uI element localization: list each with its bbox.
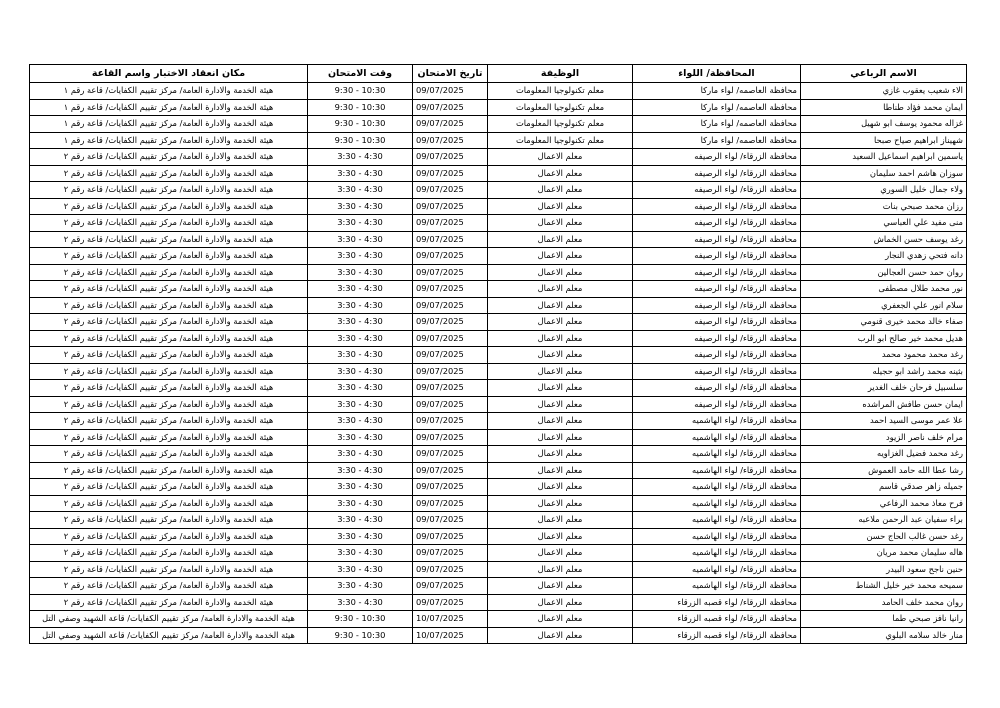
- cell-exam-date: 10/07/2025: [413, 627, 488, 644]
- cell-name: سميحه محمد خير خليل الشناط: [801, 578, 967, 595]
- cell-exam-time: 9:30 - 10:30: [308, 132, 413, 149]
- table-row: [30, 347, 967, 364]
- cell-name: رغد حسن غالب الحاج حسن: [801, 528, 967, 545]
- cell-exam-date: 09/07/2025: [413, 479, 488, 496]
- cell-governorate: محافظة الزرقاء/ لواء الرصيفه: [633, 165, 801, 182]
- cell-exam-time: 9:30 - 10:30: [308, 116, 413, 133]
- cell-name: ايمان حسن طافش المراشده: [801, 396, 967, 413]
- cell-place: هيئة الخدمة والادارة العامة/ مركز تقييم الكفايات/ قاعة رقم ٢: [30, 281, 308, 298]
- cell-exam-date: 09/07/2025: [413, 446, 488, 463]
- cell-name: شهيناز ابراهيم صياح صبحا: [801, 132, 967, 149]
- cell-exam-time: 3:30 - 4:30: [308, 594, 413, 611]
- table-row: [30, 495, 967, 512]
- cell-name: رغد يوسف حسن الخماش: [801, 231, 967, 248]
- table-row: [30, 264, 967, 281]
- cell-exam-time: 3:30 - 4:30: [308, 297, 413, 314]
- cell-exam-date: 09/07/2025: [413, 396, 488, 413]
- cell-job: معلم الاعمال: [488, 182, 633, 199]
- cell-exam-time: 9:30 - 10:30: [308, 99, 413, 116]
- table-row: [30, 462, 967, 479]
- cell-name: الاء شعيب يعقوب غازي: [801, 83, 967, 100]
- cell-job: معلم الاعمال: [488, 479, 633, 496]
- cell-governorate: محافظة الزرقاء/ لواء قصبه الزرقاء: [633, 627, 801, 644]
- cell-name: رغد محمد فضيل الغزاويه: [801, 446, 967, 463]
- table-row: [30, 83, 967, 100]
- table-row: [30, 479, 967, 496]
- cell-job: معلم الاعمال: [488, 495, 633, 512]
- table-row: [30, 165, 967, 182]
- table-row: [30, 182, 967, 199]
- cell-place: هيئة الخدمة والادارة العامة/ مركز تقييم الكفايات/ قاعة رقم ٢: [30, 396, 308, 413]
- table-row: [30, 132, 967, 149]
- cell-job: معلم الاعمال: [488, 380, 633, 397]
- cell-governorate: محافظة الزرقاء/ لواء الهاشميه: [633, 446, 801, 463]
- cell-job: معلم الاعمال: [488, 347, 633, 364]
- cell-exam-time: 3:30 - 4:30: [308, 347, 413, 364]
- cell-place: هيئة الخدمة والادارة العامة/ مركز تقييم الكفايات/ قاعة رقم ٢: [30, 446, 308, 463]
- table-row: [30, 198, 967, 215]
- cell-governorate: محافظة الزرقاء/ لواء الرصيفه: [633, 330, 801, 347]
- cell-job: معلم الاعمال: [488, 248, 633, 265]
- table-row: [30, 413, 967, 430]
- cell-exam-time: 3:30 - 4:30: [308, 479, 413, 496]
- cell-governorate: محافظة الزرقاء/ لواء الهاشميه: [633, 429, 801, 446]
- cell-governorate: محافظة العاصمه/ لواء ماركا: [633, 83, 801, 100]
- cell-governorate: محافظة الزرقاء/ لواء الرصيفه: [633, 347, 801, 364]
- cell-place: هيئة الخدمة والادارة العامة/ مركز تقييم الكفايات/ قاعة رقم ٢: [30, 429, 308, 446]
- table-row: [30, 314, 967, 331]
- cell-name: دانه فتحي زهدي النجار: [801, 248, 967, 265]
- table-row: [30, 297, 967, 314]
- cell-place: هيئة الخدمة والادارة العامة/ مركز تقييم الكفايات/ قاعة رقم ٢: [30, 149, 308, 166]
- table-row: [30, 215, 967, 232]
- cell-exam-time: 3:30 - 4:30: [308, 446, 413, 463]
- cell-exam-time: 3:30 - 4:30: [308, 462, 413, 479]
- cell-name: براء سفيان عبد الرحمن ملاعبه: [801, 512, 967, 529]
- cell-job: معلم تكنولوجيا المعلومات: [488, 132, 633, 149]
- cell-job: معلم الاعمال: [488, 413, 633, 430]
- cell-exam-time: 3:30 - 4:30: [308, 231, 413, 248]
- header-job: الوظيفة: [488, 65, 633, 83]
- table-row: [30, 561, 967, 578]
- table-row: [30, 396, 967, 413]
- cell-governorate: محافظة الزرقاء/ لواء الهاشميه: [633, 413, 801, 430]
- cell-job: معلم تكنولوجيا المعلومات: [488, 99, 633, 116]
- table-row: [30, 380, 967, 397]
- cell-name: رانيا نافز صبحي طما: [801, 611, 967, 628]
- header-exam-time: وقت الامتحان: [308, 65, 413, 83]
- cell-name: غزاله محمود يوسف ابو شهيل: [801, 116, 967, 133]
- cell-place: هيئة الخدمة والادارة العامة/ مركز تقييم الكفايات/ قاعة رقم ٢: [30, 165, 308, 182]
- cell-job: معلم الاعمال: [488, 429, 633, 446]
- cell-job: معلم الاعمال: [488, 264, 633, 281]
- cell-name: منى مفيد علي العباسي: [801, 215, 967, 232]
- cell-exam-date: 09/07/2025: [413, 116, 488, 133]
- cell-exam-time: 3:30 - 4:30: [308, 314, 413, 331]
- cell-exam-time: 3:30 - 4:30: [308, 545, 413, 562]
- cell-job: معلم الاعمال: [488, 215, 633, 232]
- cell-exam-date: 09/07/2025: [413, 182, 488, 199]
- cell-place: هيئة الخدمة والادارة العامة/ مركز تقييم الكفايات/ قاعة الشهيد وصفي التل: [30, 611, 308, 628]
- cell-job: معلم تكنولوجيا المعلومات: [488, 83, 633, 100]
- cell-place: هيئة الخدمة والادارة العامة/ مركز تقييم الكفايات/ قاعة رقم ٢: [30, 347, 308, 364]
- cell-exam-date: 09/07/2025: [413, 198, 488, 215]
- cell-governorate: محافظة الزرقاء/ لواء الهاشميه: [633, 479, 801, 496]
- cell-place: هيئة الخدمة والادارة العامة/ مركز تقييم الكفايات/ قاعة رقم ٢: [30, 330, 308, 347]
- cell-name: بثينه محمد راشد ابو حجيله: [801, 363, 967, 380]
- table-row: [30, 446, 967, 463]
- cell-name: ولاء جمال خليل السوري: [801, 182, 967, 199]
- cell-exam-time: 3:30 - 4:30: [308, 281, 413, 298]
- cell-job: معلم الاعمال: [488, 330, 633, 347]
- cell-name: علا عمر موسى السيد احمد: [801, 413, 967, 430]
- cell-governorate: محافظة الزرقاء/ لواء الهاشميه: [633, 528, 801, 545]
- cell-exam-date: 10/07/2025: [413, 611, 488, 628]
- cell-place: هيئة الخدمة والادارة العامة/ مركز تقييم الكفايات/ قاعة رقم ٢: [30, 512, 308, 529]
- cell-governorate: محافظة الزرقاء/ لواء الرصيفه: [633, 314, 801, 331]
- cell-governorate: محافظة الزرقاء/ لواء الرصيفه: [633, 363, 801, 380]
- cell-place: هيئة الخدمة والادارة العامة/ مركز تقييم الكفايات/ قاعة رقم ٢: [30, 594, 308, 611]
- cell-governorate: محافظة الزرقاء/ لواء الرصيفه: [633, 182, 801, 199]
- cell-job: معلم الاعمال: [488, 512, 633, 529]
- header-name: الاسم الرباعي: [801, 65, 967, 83]
- cell-exam-time: 9:30 - 10:30: [308, 627, 413, 644]
- cell-exam-time: 3:30 - 4:30: [308, 512, 413, 529]
- cell-job: معلم الاعمال: [488, 528, 633, 545]
- cell-place: هيئة الخدمة والادارة العامة/ مركز تقييم الكفايات/ قاعة رقم ٢: [30, 479, 308, 496]
- cell-job: معلم الاعمال: [488, 363, 633, 380]
- cell-name: جميله زاهر صدقي قاسم: [801, 479, 967, 496]
- table-row: [30, 248, 967, 265]
- cell-exam-date: 09/07/2025: [413, 248, 488, 265]
- table-row: [30, 594, 967, 611]
- cell-place: هيئة الخدمة والادارة العامة/ مركز تقييم الكفايات/ قاعة رقم ٢: [30, 495, 308, 512]
- cell-exam-date: 09/07/2025: [413, 297, 488, 314]
- cell-exam-time: 3:30 - 4:30: [308, 413, 413, 430]
- cell-place: هيئة الخدمة والادارة العامة/ مركز تقييم الكفايات/ قاعة رقم ١: [30, 83, 308, 100]
- cell-governorate: محافظة الزرقاء/ لواء الرصيفه: [633, 231, 801, 248]
- cell-exam-time: 3:30 - 4:30: [308, 215, 413, 232]
- exam-schedule-table: [29, 64, 967, 644]
- cell-exam-date: 09/07/2025: [413, 429, 488, 446]
- header-place: مكان انعقاد الاختبار واسم القاعة: [30, 65, 308, 83]
- cell-name: نور محمد طلال مصطفى: [801, 281, 967, 298]
- cell-exam-time: 3:30 - 4:30: [308, 578, 413, 595]
- cell-exam-date: 09/07/2025: [413, 99, 488, 116]
- cell-place: هيئة الخدمة والادارة العامة/ مركز تقييم الكفايات/ قاعة رقم ٢: [30, 297, 308, 314]
- cell-exam-time: 3:30 - 4:30: [308, 182, 413, 199]
- cell-exam-date: 09/07/2025: [413, 165, 488, 182]
- cell-exam-time: 3:30 - 4:30: [308, 330, 413, 347]
- cell-governorate: محافظة الزرقاء/ لواء الهاشميه: [633, 462, 801, 479]
- cell-governorate: محافظة الزرقاء/ لواء الرصيفه: [633, 248, 801, 265]
- cell-governorate: محافظة الزرقاء/ لواء الرصيفه: [633, 396, 801, 413]
- cell-place: هيئة الخدمة والادارة العامة/ مركز تقييم الكفايات/ قاعة رقم ٢: [30, 545, 308, 562]
- cell-exam-date: 09/07/2025: [413, 231, 488, 248]
- cell-exam-date: 09/07/2025: [413, 149, 488, 166]
- cell-job: معلم الاعمال: [488, 396, 633, 413]
- table-row: [30, 545, 967, 562]
- cell-place: هيئة الخدمة والادارة العامة/ مركز تقييم الكفايات/ قاعة رقم ١: [30, 132, 308, 149]
- cell-governorate: محافظة الزرقاء/ لواء الرصيفه: [633, 380, 801, 397]
- cell-name: هديل محمد خير صالح ابو الرب: [801, 330, 967, 347]
- schedule-sheet: [29, 64, 967, 644]
- cell-exam-time: 3:30 - 4:30: [308, 165, 413, 182]
- cell-job: معلم الاعمال: [488, 281, 633, 298]
- cell-exam-date: 09/07/2025: [413, 281, 488, 298]
- cell-name: فرح معاذ محمد الرفاعي: [801, 495, 967, 512]
- cell-name: هاله سليمان محمد مريان: [801, 545, 967, 562]
- cell-exam-date: 09/07/2025: [413, 264, 488, 281]
- cell-place: هيئة الخدمة والادارة العامة/ مركز تقييم الكفايات/ قاعة رقم ٢: [30, 561, 308, 578]
- cell-exam-time: 3:30 - 4:30: [308, 380, 413, 397]
- cell-governorate: محافظة الزرقاء/ لواء قصبه الزرقاء: [633, 594, 801, 611]
- cell-name: سلسبيل فرحان خلف الغدير: [801, 380, 967, 397]
- cell-job: معلم الاعمال: [488, 545, 633, 562]
- cell-governorate: محافظة العاصمه/ لواء ماركا: [633, 116, 801, 133]
- cell-exam-time: 3:30 - 4:30: [308, 528, 413, 545]
- cell-exam-date: 09/07/2025: [413, 380, 488, 397]
- cell-place: هيئة الخدمة والادارة العامة/ مركز تقييم الكفايات/ قاعة رقم ٢: [30, 264, 308, 281]
- cell-job: معلم الاعمال: [488, 611, 633, 628]
- cell-place: هيئة الخدمة والادارة العامة/ مركز تقييم الكفايات/ قاعة رقم ٢: [30, 462, 308, 479]
- cell-name: رشا عطا الله حامد العموش: [801, 462, 967, 479]
- header-governorate: المحافظة/ اللواء: [633, 65, 801, 83]
- cell-job: معلم تكنولوجيا المعلومات: [488, 116, 633, 133]
- table-row: [30, 281, 967, 298]
- cell-governorate: محافظة الزرقاء/ لواء الرصيفه: [633, 215, 801, 232]
- cell-exam-time: 3:30 - 4:30: [308, 363, 413, 380]
- cell-job: معلم الاعمال: [488, 165, 633, 182]
- cell-exam-date: 09/07/2025: [413, 594, 488, 611]
- cell-place: هيئة الخدمة والادارة العامة/ مركز تقييم الكفايات/ قاعة رقم ٢: [30, 528, 308, 545]
- cell-governorate: محافظة الزرقاء/ لواء الرصيفه: [633, 281, 801, 298]
- cell-exam-time: 9:30 - 10:30: [308, 611, 413, 628]
- table-row: [30, 363, 967, 380]
- cell-name: روان حمد حسن العجالين: [801, 264, 967, 281]
- cell-exam-date: 09/07/2025: [413, 363, 488, 380]
- cell-name: روان محمد خلف الحامد: [801, 594, 967, 611]
- cell-job: معلم الاعمال: [488, 462, 633, 479]
- cell-name: رزان محمد صبحي بنات: [801, 198, 967, 215]
- cell-governorate: محافظة العاصمه/ لواء ماركا: [633, 132, 801, 149]
- cell-place: هيئة الخدمة والادارة العامة/ مركز تقييم الكفايات/ قاعة رقم ١: [30, 116, 308, 133]
- cell-place: هيئة الخدمة والادارة العامة/ مركز تقييم الكفايات/ قاعة رقم ٢: [30, 182, 308, 199]
- cell-place: هيئة الخدمة والادارة العامة/ مركز تقييم الكفايات/ قاعة رقم ٢: [30, 215, 308, 232]
- cell-name: منار خالد سلامه البلوي: [801, 627, 967, 644]
- table-row: [30, 627, 967, 644]
- cell-exam-time: 3:30 - 4:30: [308, 561, 413, 578]
- cell-exam-date: 09/07/2025: [413, 545, 488, 562]
- cell-name: مرام خلف ناصر الزيود: [801, 429, 967, 446]
- cell-exam-time: 3:30 - 4:30: [308, 495, 413, 512]
- cell-name: سوزان هاشم احمد سليمان: [801, 165, 967, 182]
- cell-place: هيئة الخدمة والادارة العامة/ مركز تقييم الكفايات/ قاعة رقم ٢: [30, 413, 308, 430]
- cell-exam-date: 09/07/2025: [413, 413, 488, 430]
- table-row: [30, 231, 967, 248]
- cell-job: معلم الاعمال: [488, 561, 633, 578]
- cell-name: ايمان محمد فؤاد طناطا: [801, 99, 967, 116]
- cell-exam-time: 3:30 - 4:30: [308, 396, 413, 413]
- cell-job: معلم الاعمال: [488, 627, 633, 644]
- cell-place: هيئة الخدمة والادارة العامة/ مركز تقييم الكفايات/ قاعة رقم ٢: [30, 248, 308, 265]
- cell-job: معلم الاعمال: [488, 314, 633, 331]
- cell-job: معلم الاعمال: [488, 594, 633, 611]
- cell-exam-time: 3:30 - 4:30: [308, 198, 413, 215]
- header-row: [30, 65, 967, 83]
- cell-place: هيئة الخدمة والادارة العامة/ مركز تقييم الكفايات/ قاعة رقم ٢: [30, 314, 308, 331]
- table-row: [30, 578, 967, 595]
- table-row: [30, 611, 967, 628]
- cell-exam-date: 09/07/2025: [413, 330, 488, 347]
- cell-exam-date: 09/07/2025: [413, 512, 488, 529]
- cell-exam-time: 9:30 - 10:30: [308, 83, 413, 100]
- table-row: [30, 429, 967, 446]
- cell-job: معلم الاعمال: [488, 578, 633, 595]
- cell-governorate: محافظة الزرقاء/ لواء الرصيفه: [633, 149, 801, 166]
- cell-job: معلم الاعمال: [488, 149, 633, 166]
- cell-governorate: محافظة الزرقاء/ لواء الرصيفه: [633, 198, 801, 215]
- cell-exam-time: 3:30 - 4:30: [308, 248, 413, 265]
- cell-governorate: محافظة الزرقاء/ لواء الرصيفه: [633, 264, 801, 281]
- table-row: [30, 512, 967, 529]
- cell-job: معلم الاعمال: [488, 231, 633, 248]
- cell-exam-date: 09/07/2025: [413, 528, 488, 545]
- cell-name: ياسمين ابراهيم اسماعيل السعيد: [801, 149, 967, 166]
- cell-place: هيئة الخدمة والادارة العامة/ مركز تقييم الكفايات/ قاعة رقم ١: [30, 99, 308, 116]
- cell-place: هيئة الخدمة والادارة العامة/ مركز تقييم الكفايات/ قاعة الشهيد وصفي التل: [30, 627, 308, 644]
- cell-governorate: محافظة الزرقاء/ لواء الهاشميه: [633, 545, 801, 562]
- cell-job: معلم الاعمال: [488, 446, 633, 463]
- cell-exam-date: 09/07/2025: [413, 314, 488, 331]
- cell-place: هيئة الخدمة والادارة العامة/ مركز تقييم الكفايات/ قاعة رقم ٢: [30, 380, 308, 397]
- cell-governorate: محافظة الزرقاء/ لواء الهاشميه: [633, 512, 801, 529]
- cell-job: معلم الاعمال: [488, 297, 633, 314]
- header-exam-date: تاريخ الامتحان: [413, 65, 488, 83]
- cell-governorate: محافظة العاصمه/ لواء ماركا: [633, 99, 801, 116]
- cell-exam-time: 3:30 - 4:30: [308, 149, 413, 166]
- cell-place: هيئة الخدمة والادارة العامة/ مركز تقييم الكفايات/ قاعة رقم ٢: [30, 578, 308, 595]
- cell-exam-date: 09/07/2025: [413, 347, 488, 364]
- table-body: [30, 83, 967, 644]
- table-row: [30, 99, 967, 116]
- cell-exam-date: 09/07/2025: [413, 215, 488, 232]
- cell-exam-time: 3:30 - 4:30: [308, 264, 413, 281]
- cell-governorate: محافظة الزرقاء/ لواء الرصيفه: [633, 297, 801, 314]
- cell-exam-date: 09/07/2025: [413, 495, 488, 512]
- table-row: [30, 330, 967, 347]
- cell-place: هيئة الخدمة والادارة العامة/ مركز تقييم الكفايات/ قاعة رقم ٢: [30, 231, 308, 248]
- cell-exam-date: 09/07/2025: [413, 83, 488, 100]
- cell-exam-time: 3:30 - 4:30: [308, 429, 413, 446]
- cell-governorate: محافظة الزرقاء/ لواء الهاشميه: [633, 561, 801, 578]
- table-row: [30, 116, 967, 133]
- cell-exam-date: 09/07/2025: [413, 561, 488, 578]
- cell-place: هيئة الخدمة والادارة العامة/ مركز تقييم الكفايات/ قاعة رقم ٢: [30, 198, 308, 215]
- cell-place: هيئة الخدمة والادارة العامة/ مركز تقييم الكفايات/ قاعة رقم ٢: [30, 363, 308, 380]
- cell-name: صفاء خالد محمد خيرى قنومي: [801, 314, 967, 331]
- cell-governorate: محافظة الزرقاء/ لواء قصبه الزرقاء: [633, 611, 801, 628]
- cell-name: حنين ناجح سعود البيدر: [801, 561, 967, 578]
- table-row: [30, 149, 967, 166]
- cell-name: رغد محمد محمود محمد: [801, 347, 967, 364]
- cell-name: سلام انور علي الجعفري: [801, 297, 967, 314]
- cell-governorate: محافظة الزرقاء/ لواء الهاشميه: [633, 495, 801, 512]
- cell-job: معلم الاعمال: [488, 198, 633, 215]
- cell-exam-date: 09/07/2025: [413, 578, 488, 595]
- table-row: [30, 528, 967, 545]
- cell-exam-date: 09/07/2025: [413, 132, 488, 149]
- cell-governorate: محافظة الزرقاء/ لواء الهاشميه: [633, 578, 801, 595]
- cell-exam-date: 09/07/2025: [413, 462, 488, 479]
